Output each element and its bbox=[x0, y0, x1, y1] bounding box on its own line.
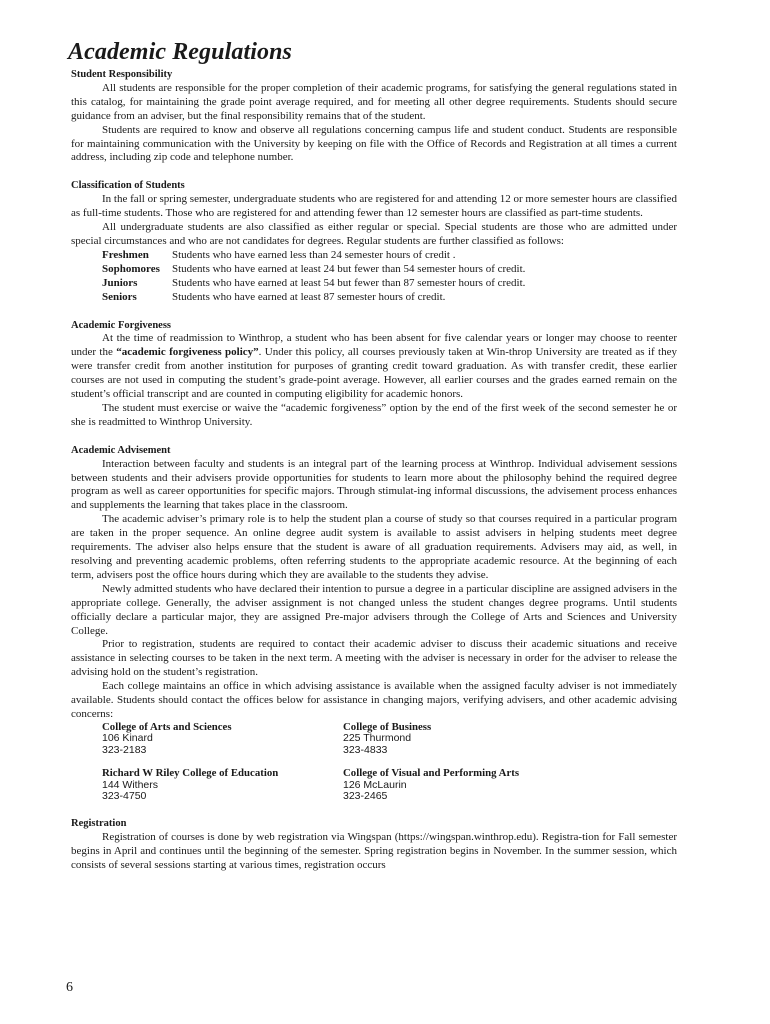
college-office: 106 Kinard bbox=[102, 732, 153, 745]
class-name: Freshmen bbox=[102, 248, 149, 261]
paragraph: All students are responsible for the proper completion of their academic programs, for satisfying the general regulations stated in this catalog, for maintaining the grade point average required, and for meeting all other degree requirements. Students should secure guidance from an adviser, but the final responsibility remains that of the student. bbox=[71, 81, 677, 122]
text-run: . Under this policy, all courses previously taken at Win-throp University are treated as if they were transfer credit from another institution for purposes of granting credit toward graduation. As with transfer credit, these earlier courses are not used in computing the student’s grade-point average. However, all earlier courses and the grades earned remain on the student’s official transcript and are counted in computing eligibility for academic honors. bbox=[71, 346, 677, 401]
class-row bbox=[102, 291, 677, 305]
college-office: 126 McLaurin bbox=[343, 778, 407, 791]
college-name: College of Arts and Sciences bbox=[102, 720, 232, 733]
section-registration bbox=[71, 817, 677, 873]
paragraph: Newly admitted students who have declared their intention to pursue a degree in a particular discipline are assigned advisers in the appropriate college. Generally, the adviser assignment is not changed unless the student changes degree programs. Until students officially declare a particular major, they are assigned Pre-major advisers through the College of Arts and Sciences and University College. bbox=[71, 582, 677, 637]
class-description: Students who have earned at least 24 but fewer than 54 semester hours of credit. bbox=[172, 262, 526, 275]
page-content bbox=[71, 68, 677, 873]
class-description: Students who have earned less than 24 semester hours of credit . bbox=[172, 248, 456, 261]
page-number: 6 bbox=[66, 980, 73, 995]
text-run: At the time of readmission to Winthrop, a student who has been absent for five calendar years or longer may choose to reenter under the bbox=[71, 332, 677, 359]
college-phone: 323-4833 bbox=[343, 744, 388, 757]
class-name: Seniors bbox=[102, 290, 137, 303]
class-description: Students who have earned at least 87 semester hours of credit. bbox=[172, 290, 446, 303]
section-academic-forgiveness bbox=[71, 319, 677, 430]
paragraph: In the fall or spring semester, undergraduate students who are registered for and attending 12 or more semester hours are classified as full-time students. Those who are registered for and attending fewer than 12 semester hours are classified as part-time students. bbox=[71, 193, 677, 220]
college-phone: 323-2183 bbox=[102, 744, 147, 757]
paragraph: Prior to registration, students are required to contact their academic adviser to discuss their academic situations and receive assistance in selecting courses to be taken in the next term. A meeting with the adviser is necessary in order for the adviser to release the advising hold on the student’s registration. bbox=[71, 638, 677, 679]
policy-name: “academic forgiveness policy” bbox=[116, 346, 259, 359]
section-academic-advisement bbox=[71, 444, 677, 803]
classification-table bbox=[102, 249, 677, 305]
college-phone: 323-2465 bbox=[343, 790, 388, 803]
college-name: College of Visual and Performing Arts bbox=[343, 767, 520, 780]
college-name: College of Business bbox=[343, 720, 432, 733]
class-name: Juniors bbox=[102, 276, 138, 289]
college-entry bbox=[102, 722, 343, 757]
section-heading: Classification of Students bbox=[71, 180, 185, 192]
paragraph: The student must exercise or waive the “academic forgiveness” option by the end of the first week of the second semester he or she is readmitted to Winthrop University. bbox=[71, 401, 677, 428]
college-office: 225 Thurmond bbox=[343, 732, 412, 745]
class-name: Sophomores bbox=[102, 262, 160, 275]
college-phone: 323-4750 bbox=[102, 790, 147, 803]
college-office: 144 Withers bbox=[102, 778, 159, 791]
section-heading: Academic Forgiveness bbox=[71, 319, 172, 331]
class-row bbox=[102, 277, 677, 291]
class-row bbox=[102, 249, 677, 263]
section-heading: Registration bbox=[71, 817, 127, 829]
section-classification bbox=[71, 179, 677, 304]
paragraph: Registration of courses is done by web registration via Wingspan (https://wingspan.winthrop.edu). Registra-tion for Fall semester begins in April and continues until the beginning of the semester. Spring registration begins in November. In the summer session, which consists of several sessions starting at various times, registration occurs bbox=[71, 830, 677, 871]
paragraph: Students are required to know and observe all regulations concerning campus life and student conduct. Students are responsible for maintaining communication with the University by keeping on file with the Office of Records and Registration at all times a current address, including zip code and telephone number. bbox=[71, 123, 677, 164]
section-heading: Student Responsibility bbox=[71, 69, 173, 80]
paragraph: Each college maintains an office in which advising assistance is available when the assigned faculty adviser is not immediately available. Students should contact the offices below for assistance in changing majors, verifying advisers, and other academic advising concerns: bbox=[71, 680, 677, 720]
section-student-responsibility bbox=[71, 68, 677, 165]
paragraph: All undergraduate students are also classified as either regular or special. Special students are those who are admitted under special circumstances and who are not candidates for degrees. Regular students are further classified as follows: bbox=[71, 221, 677, 247]
paragraph bbox=[71, 332, 677, 402]
college-entry bbox=[102, 768, 343, 803]
college-entry bbox=[343, 722, 584, 757]
page-title: Academic Regulations bbox=[68, 39, 292, 65]
paragraph: The academic adviser’s primary role is to help the student plan a course of study so that courses required in a particular program are taken in the proper sequence. An online degree audit system is available to assist advisers in helping students meet degree requirements. The adviser also helps ensure that the student is aware of all graduation requirements. Advisers may aid, as well, in resolving and preventing academic problems, often referring students to the appropriate academic resource. At the beginning of each term, advisers post the office hours during which they are available to the students they advise. bbox=[71, 513, 677, 581]
college-name: Richard W Riley College of Education bbox=[102, 767, 279, 780]
college-directory bbox=[102, 722, 677, 803]
paragraph: Interaction between faculty and students is an integral part of the learning process at Winthrop. Individual advisement sessions between students and their advisers provide opportunities for students to learn more about the philosophy behind the required degree program as well as career opportunities for specific majors. Through stimulat-ing informal discussions, the advisement process enhances and supplements the learning that takes place in the classroom. bbox=[71, 457, 677, 512]
class-row bbox=[102, 263, 677, 277]
class-description: Students who have earned at least 54 but fewer than 87 semester hours of credit. bbox=[172, 276, 526, 289]
college-entry bbox=[343, 768, 584, 803]
section-heading: Academic Advisement bbox=[71, 444, 171, 456]
